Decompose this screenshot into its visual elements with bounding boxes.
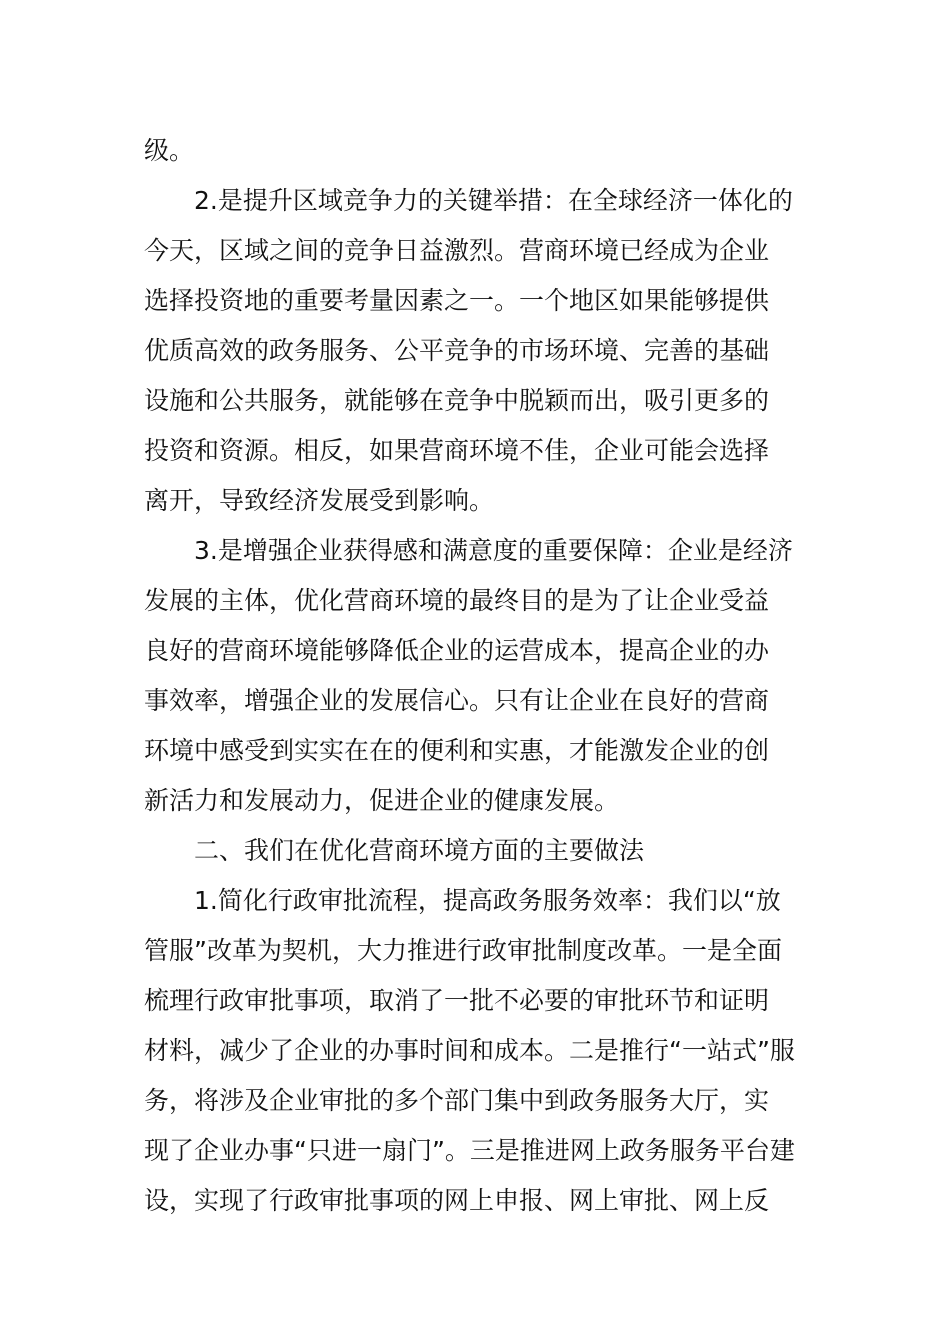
text-line: 管服”改革为契机，大力推进行政审批制度改革。一是全面 <box>144 936 782 965</box>
section-heading-line: 二、我们在优化营商环境方面的主要做法 <box>194 836 645 865</box>
text-line: 选择投资地的重要考量因素之一。一个地区如果能够提供 <box>144 286 770 315</box>
text-line: 务，将涉及企业审批的多个部门集中到政务服务大厅，实 <box>144 1086 770 1115</box>
text-line: 设施和公共服务，就能够在竞争中脱颖而出，吸引更多的 <box>144 386 770 415</box>
document-body <box>144 126 809 1226</box>
section-item-3-heading-line: 3.是增强企业获得感和满意度的重要保障：企业是经济 <box>194 536 793 565</box>
text-line: 良好的营商环境能够降低企业的运营成本，提高企业的办 <box>144 636 770 665</box>
text-line: 投资和资源。相反，如果营商环境不佳，企业可能会选择 <box>144 436 770 465</box>
text-line: 新活力和发展动力，促进企业的健康发展。 <box>144 786 620 815</box>
section-item-2-heading-line: 2.是提升区域竞争力的关键举措：在全球经济一体化的 <box>194 186 793 215</box>
text-line: 材料，减少了企业的办事时间和成本。二是推行“一站式”服 <box>144 1036 795 1065</box>
text-line: 离开，导致经济发展受到影响。 <box>144 486 495 515</box>
text-line: 今天，区域之间的竞争日益激烈。营商环境已经成为企业 <box>144 236 770 265</box>
text-line: 现了企业办事“只进一扇门”。三是推进网上政务服务平台建 <box>144 1136 795 1165</box>
text-line: 优质高效的政务服务、公平竞争的市场环境、完善的基础 <box>144 336 770 365</box>
text-line: 级。 <box>144 136 195 165</box>
text-line: 事效率，增强企业的发展信心。只有让企业在良好的营商 <box>144 686 770 715</box>
section-item-1-heading-line: 1.简化行政审批流程，提高政务服务效率：我们以“放 <box>194 886 781 915</box>
text-line: 设，实现了行政审批事项的网上申报、网上审批、网上反 <box>144 1186 770 1215</box>
text-line: 梳理行政审批事项，取消了一批不必要的审批环节和证明 <box>144 986 770 1015</box>
text-line: 环境中感受到实实在在的便利和实惠，才能激发企业的创 <box>144 736 770 765</box>
text-line: 发展的主体，优化营商环境的最终目的是为了让企业受益 <box>144 586 770 615</box>
